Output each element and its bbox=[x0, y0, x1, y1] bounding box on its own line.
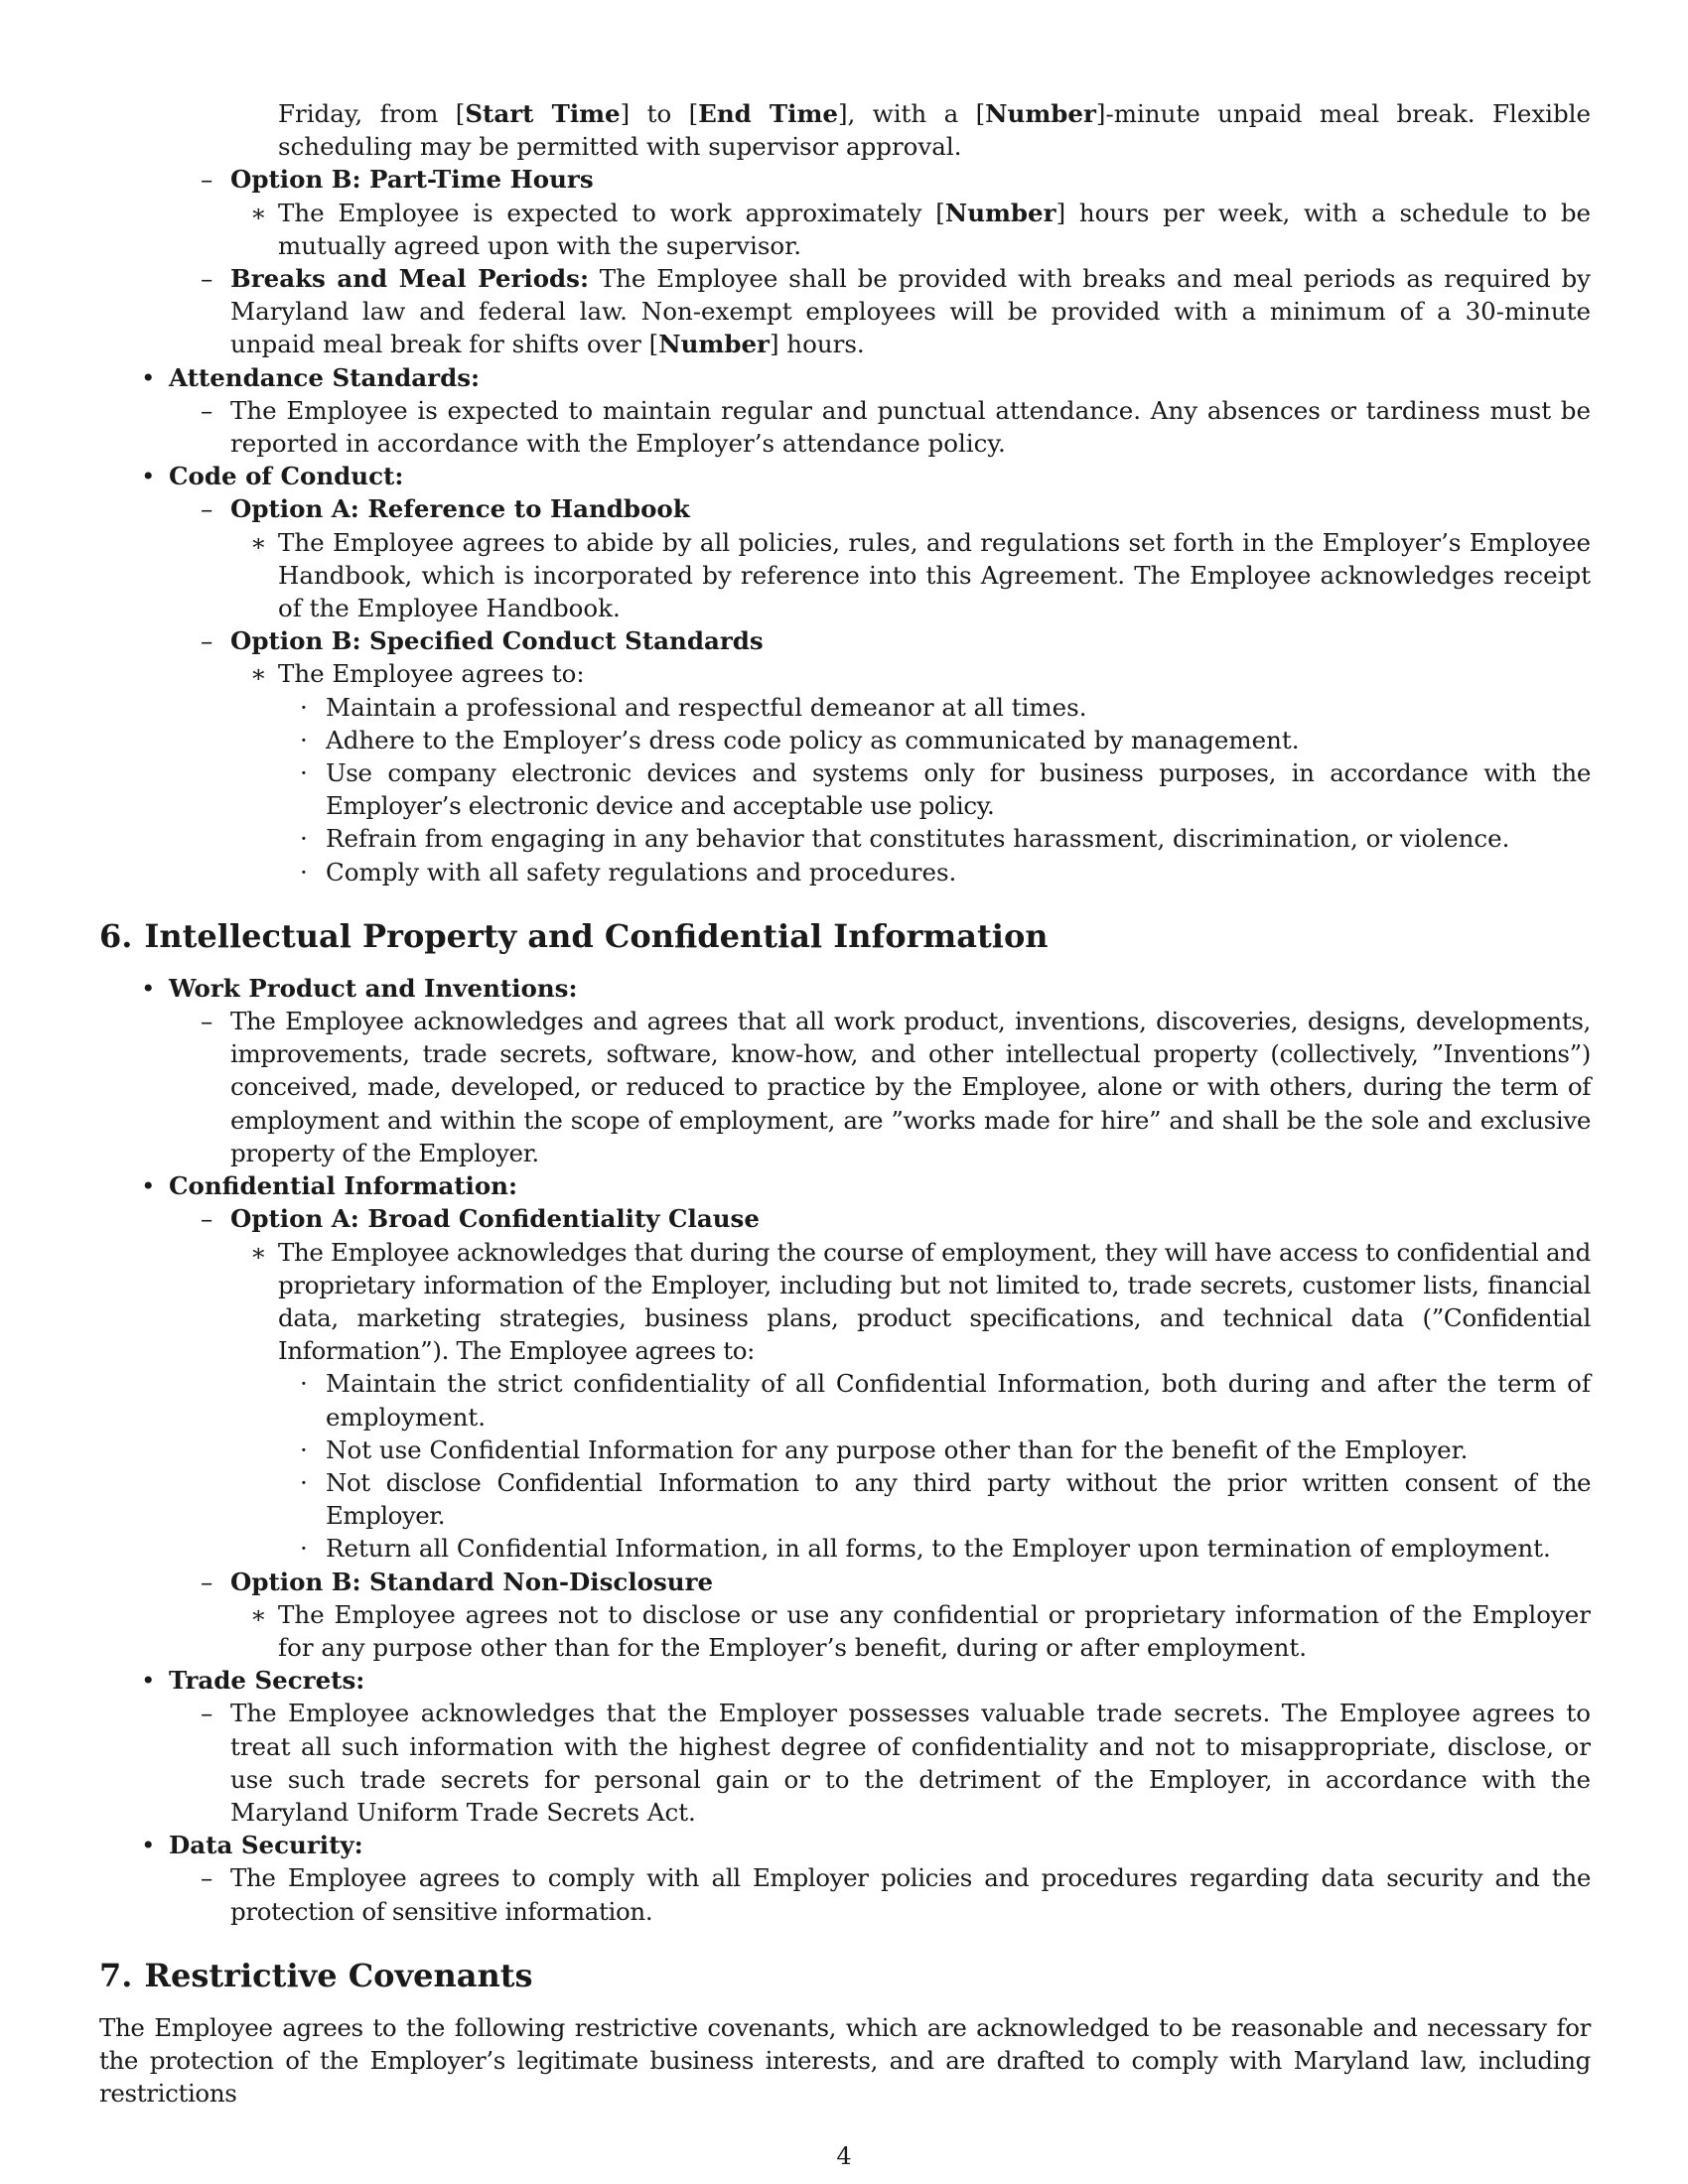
round-bullet: • bbox=[141, 362, 156, 392]
star-bullet: ∗ bbox=[250, 1237, 267, 1267]
section-6-heading: 6. Intellectual Property and Confidential Information bbox=[99, 916, 1049, 955]
star-bullet: ∗ bbox=[250, 659, 267, 689]
round-bullet: • bbox=[141, 1831, 156, 1860]
trade-secrets-text: – The Employee acknowledges that the Employer possesses valuable trade secrets. The Employee agrees to treat all such information with the highest degree of confidentiality and not to misappropriate, disclose, or use such trade secrets for personal gain or to the detriment of the Employer, in accordance with the Maryland Uniform Trade Secrets Act. bbox=[201, 1699, 1591, 1827]
conduct-option-b: – Option B: Specified Conduct Standards bbox=[230, 624, 1591, 657]
breaks-meal-periods: – Breaks and Meal Periods: The Employee shall be provided with breaks and meal periods as required by Maryland law and federal law. Non-exempt employees will be provided with a minimum of a 30-minute unpaid meal break for shifts over [Number] hours. bbox=[201, 264, 1591, 359]
list-item: · Maintain the strict confidentiality of all Confidential Information, both during and after the term of employment. bbox=[300, 1369, 1591, 1432]
part-time-label: Option B: Part-Time Hours bbox=[230, 165, 594, 195]
document-page bbox=[99, 97, 1591, 2110]
confidential-option-b: – Option B: Standard Non-Disclosure bbox=[230, 1566, 1591, 1598]
list-item: · Not use Confidential Information for any purpose other than for the benefit of the Employer. bbox=[300, 1434, 1469, 1464]
round-bullet: • bbox=[141, 1171, 156, 1201]
list-item: · Return all Confidential Information, in all forms, to the Employer upon termination of employment. bbox=[300, 1534, 1551, 1564]
attendance-text: – The Employee is expected to maintain regular and punctual attendance. Any absences or tardiness must be reported in accordance with the Employer’s attendance policy. bbox=[201, 395, 1591, 459]
conduct-option-b-intro: ∗ The Employee agrees to: bbox=[278, 657, 1591, 690]
list-item: · Not disclose Confidential Information to any third party without the prior written consent of the Employer. bbox=[300, 1467, 1591, 1531]
part-time-option bbox=[201, 163, 1591, 196]
conduct-option-a-text: ∗ The Employee agrees to abide by all policies, rules, and regulations set forth in the Employer’s Employee Handbook, which is incorporated by reference into this Agreement. The Employee acknowledges receipt of the Employee Handbook. bbox=[250, 527, 1591, 623]
data-security-text: – The Employee agrees to comply with all Employer policies and procedures regarding data security and the protection of sensitive information. bbox=[201, 1863, 1591, 1926]
work-product-text: – The Employee acknowledges and agrees that all work product, inventions, discoveries, designs, developments, improvements, trade secrets, software, know-how, and other intellectual property (collectively, ”Inventions”) conceived, made, developed, or reduced to practice by the Employee, alone or with others, during the term of employment and within the scope of employment, are ”works made for hire” and shall be the sole and exclusive property of the Employer. bbox=[201, 1007, 1591, 1167]
data-security-heading: • Data Security: bbox=[169, 1829, 1591, 1861]
round-bullet: • bbox=[141, 973, 156, 1003]
work-product-heading: • Work Product and Inventions: bbox=[169, 972, 1591, 1005]
dash-bullet: – bbox=[201, 1204, 213, 1234]
dash-bullet: – bbox=[201, 626, 213, 656]
dash-bullet: – bbox=[201, 1007, 212, 1036]
dash-bullet: – bbox=[201, 264, 213, 294]
full-time-hours-text: Friday, from [Start Time] to [End Time], with a [Number]-minute unpaid meal break. Flexible scheduling may be permitted with supervisor approval. bbox=[278, 99, 1591, 162]
section-7-intro: The Employee agrees to the following restrictive covenants, which are acknowledged to be reasonable and necessary for the protection of the Employer’s legitimate business interests, and are drafted to comply with Maryland law, including restrictions bbox=[99, 2012, 1591, 2109]
dash-bullet: – bbox=[201, 494, 213, 524]
page-number: 4 bbox=[836, 2142, 852, 2170]
confidential-heading: • Confidential Information: bbox=[169, 1169, 1591, 1202]
dash-bullet: – bbox=[201, 1567, 213, 1596]
conduct-heading: • Code of Conduct: bbox=[169, 460, 1591, 492]
confidential-option-a-text: ∗ The Employee acknowledges that during the course of employment, they will have access to confidential and proprietary information of the Employer, including but not limited to, trade secrets, customer lists, financial data, marketing strategies, business plans, product specifications, and technical data (”Confidential Information”). The Employee agrees to: bbox=[250, 1237, 1591, 1366]
round-bullet: • bbox=[141, 462, 156, 491]
dash-bullet: – bbox=[201, 1863, 212, 1893]
trade-secrets-heading: • Trade Secrets: bbox=[169, 1664, 1591, 1697]
star-bullet: ∗ bbox=[250, 198, 267, 227]
list-item: · Maintain a professional and respectful demeanor at all times. bbox=[300, 692, 1087, 722]
list-item: · Adhere to the Employer’s dress code policy as communicated by management. bbox=[300, 725, 1300, 754]
dash-bullet: – bbox=[201, 395, 213, 425]
confidential-option-b-text: ∗ The Employee agrees not to disclose or use any confidential or proprietary information of the Employer for any purpose other than for the Employer’s benefit, during or after employment. bbox=[250, 1599, 1591, 1662]
dash-bullet: – bbox=[201, 1699, 213, 1728]
attendance-heading: • Attendance Standards: bbox=[169, 361, 1591, 394]
section-7-heading: 7. Restrictive Covenants bbox=[99, 1956, 533, 1994]
dash-bullet: – bbox=[201, 165, 213, 195]
list-item: · Comply with all safety regulations and procedures. bbox=[300, 857, 957, 887]
confidential-option-a: – Option A: Broad Confidentiality Clause bbox=[230, 1202, 1591, 1235]
conduct-option-a: – Option A: Reference to Handbook bbox=[230, 492, 1591, 525]
list-item: · Use company electronic devices and systems only for business purposes, in accordance with the Employer’s electronic device and acceptable use policy. bbox=[300, 758, 1591, 821]
star-bullet: ∗ bbox=[250, 1599, 267, 1629]
list-item: · Refrain from engaging in any behavior that constitutes harassment, discrimination, or violence. bbox=[300, 824, 1510, 854]
round-bullet: • bbox=[141, 1666, 156, 1696]
part-time-text: ∗ The Employee is expected to work approximately [Number] hours per week, with a schedule to be mutually agreed upon with the supervisor. bbox=[250, 198, 1591, 260]
star-bullet: ∗ bbox=[250, 527, 267, 557]
